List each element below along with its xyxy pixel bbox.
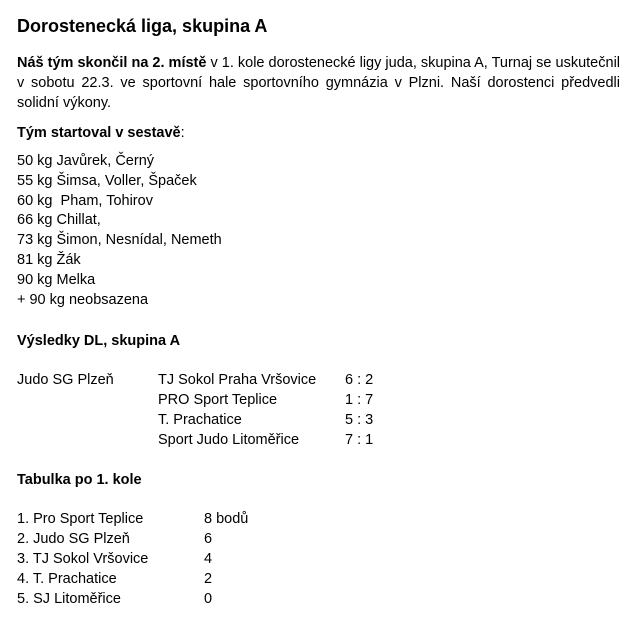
standings-team: 1. Pro Sport Teplice — [17, 511, 144, 527]
results-score: 6 : 2 — [345, 372, 374, 388]
intro-bold-text: Náš tým skončil na 2. místě — [17, 55, 207, 71]
results-score: 1 : 7 — [345, 392, 374, 408]
lineup-item: + 90 kg neobsazena — [17, 291, 149, 308]
lineup-item: 50 kg Javůrek, Černý — [17, 153, 155, 169]
results-opponent: T. Prachatice — [158, 412, 242, 428]
standings-team: 5. SJ Litoměřice — [17, 591, 121, 607]
page-title: Dorostenecká liga, skupina A — [17, 16, 268, 36]
results-team: Judo SG Plzeň — [17, 372, 114, 388]
lineup-item: 66 kg Chillat, — [17, 212, 101, 229]
standings-points: 2 — [204, 571, 213, 587]
standings-team: 2. Judo SG Plzeň — [17, 531, 130, 547]
lineup-heading-text: Tým startoval v sestavě — [17, 125, 181, 141]
lineup-item: 55 kg Šimsa, Voller, Špaček — [17, 172, 197, 189]
results-opponent: TJ Sokol Praha Vršovice — [158, 372, 317, 388]
standings-points: 8 bodů — [204, 511, 249, 527]
standings-points: 6 — [204, 531, 213, 547]
results-heading: Výsledky DL, skupina A — [17, 333, 181, 349]
standings-team: 3. TJ Sokol Vršovice — [17, 551, 149, 567]
intro-paragraph — [17, 53, 620, 113]
lineup-item: 90 kg Melka — [17, 271, 96, 288]
results-score: 7 : 1 — [345, 432, 374, 448]
standings-points: 4 — [204, 551, 213, 567]
results-opponent: Sport Judo Litoměřice — [158, 432, 300, 448]
results-score: 5 : 3 — [345, 412, 374, 428]
lineup-item: 73 kg Šimon, Nesnídal, Nemeth — [17, 232, 222, 249]
lineup-item: 81 kg Žák — [17, 251, 81, 268]
lineup-heading — [17, 123, 185, 143]
lineup-heading-colon: : — [180, 125, 185, 141]
lineup-item: 60 kg Pham, Tohirov — [17, 192, 153, 209]
standings-heading: Tabulka po 1. kole — [17, 472, 142, 488]
standings-points: 0 — [204, 591, 213, 607]
lineup-list — [17, 152, 222, 310]
results-opponent: PRO Sport Teplice — [158, 392, 278, 408]
standings-team: 4. T. Prachatice — [17, 571, 117, 587]
intro-text: v 1. kole dorostenecké ligy juda, skupina A, Turnaj se uskutečnil v sobotu 22.3. ve sportovní hale sportovního gymnázia v Plzni. Naší dorostenci předvedli solidní výkony. — [17, 55, 621, 111]
